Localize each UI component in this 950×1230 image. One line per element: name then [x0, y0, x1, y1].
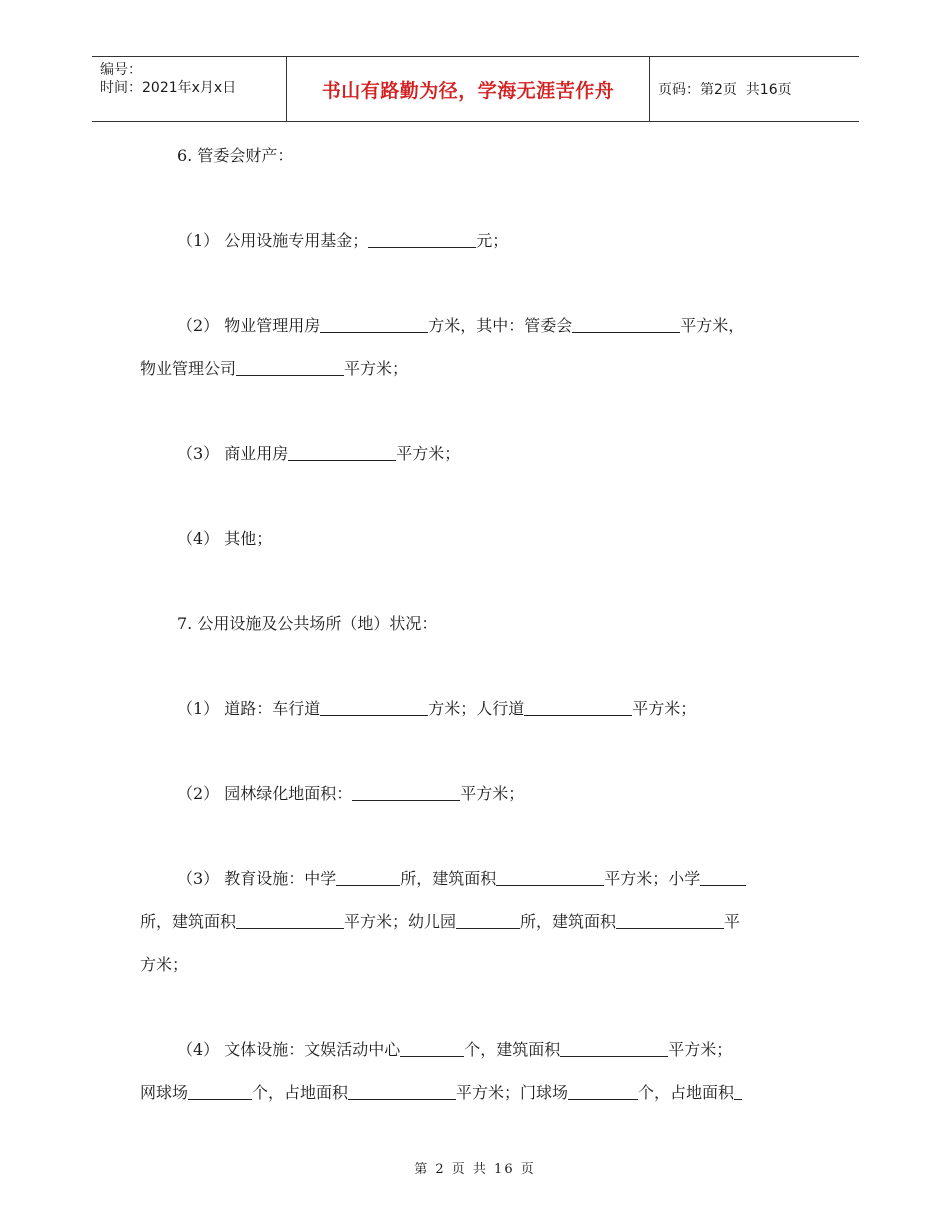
fill-blank[interactable]: [560, 1040, 668, 1057]
fill-blank[interactable]: [572, 316, 680, 333]
item-6-2-unit2: 平方米；: [344, 359, 409, 378]
item-6-4-label: （4） 其他；: [177, 529, 273, 548]
item-7-4-text3: 个，占地面积: [252, 1083, 349, 1102]
item-6-2-text: 方米，其中：管委会: [428, 316, 573, 335]
fill-blank[interactable]: [400, 1040, 464, 1057]
fill-blank[interactable]: [496, 869, 604, 886]
item-7-3-cont: [140, 912, 820, 932]
fill-blank[interactable]: [734, 1083, 742, 1100]
item-7-4-unit: 平方米；: [668, 1040, 733, 1059]
item-7-4: [177, 1040, 857, 1060]
fill-blank[interactable]: [288, 444, 396, 461]
item-7-3-text4: 平方米；幼儿园: [344, 912, 457, 931]
fill-blank[interactable]: [236, 912, 344, 929]
item-7-4-text2: 网球场: [140, 1083, 189, 1102]
doc-time-label: 时间：2021年x月x日: [100, 80, 237, 96]
fill-blank[interactable]: [524, 699, 632, 716]
header-motto: 书山有路勤为径，学海无涯苦作舟: [286, 57, 650, 121]
item-7-4-text4: 平方米；门球场: [456, 1083, 569, 1102]
fill-blank[interactable]: [456, 912, 520, 929]
section-7-title-text: 7. 公用设施及公共场所（地）状况：: [177, 614, 438, 633]
fill-blank[interactable]: [700, 869, 746, 886]
page-footer: [0, 1158, 950, 1177]
item-7-3: [177, 869, 857, 889]
item-7-3-text3: 所，建筑面积: [140, 912, 237, 931]
item-7-3-cont2: [140, 955, 820, 975]
header-page-label: 页码：第2页 共16页: [658, 82, 792, 98]
item-6-1: [177, 231, 857, 251]
item-6-1-unit: 元；: [476, 231, 509, 250]
page-header: [92, 56, 859, 122]
section-6-title: [177, 146, 857, 166]
fill-blank[interactable]: [236, 359, 344, 376]
item-7-4-text: 个，建筑面积: [464, 1040, 561, 1059]
item-6-2-cont: [140, 359, 820, 379]
item-7-1-unit: 平方米；: [632, 699, 697, 718]
fill-blank[interactable]: [568, 1083, 638, 1100]
item-7-4-label: （4） 文体设施：文娱活动中心: [177, 1040, 401, 1059]
doc-number-label: 编号：: [100, 62, 142, 78]
item-7-4-text5: 个，占地面积: [638, 1083, 735, 1102]
item-6-3-unit: 平方米；: [396, 444, 461, 463]
page-number-footer: 第 2 页 共 16 页: [414, 1162, 536, 1177]
item-7-2-label: （2） 园林绿化地面积：: [177, 784, 353, 803]
item-7-3-text6: 平: [724, 912, 741, 931]
header-meta: [92, 57, 286, 121]
item-7-3-text2: 平方米；小学: [604, 869, 701, 888]
item-6-3-label: （3） 商业用房: [177, 444, 289, 463]
item-6-2-unit: 平方米，: [680, 316, 745, 335]
fill-blank[interactable]: [348, 1083, 456, 1100]
item-7-3-label: （3） 教育设施：中学: [177, 869, 337, 888]
item-7-2-unit: 平方米；: [460, 784, 525, 803]
item-6-2: [177, 316, 857, 336]
item-6-4: [177, 529, 857, 549]
fill-blank[interactable]: [320, 699, 428, 716]
fill-blank[interactable]: [320, 316, 428, 333]
item-6-3: [177, 444, 857, 464]
item-6-1-label: （1） 公用设施专用基金；: [177, 231, 369, 250]
item-6-2-label: （2） 物业管理用房: [177, 316, 321, 335]
item-7-1-text: 方米；人行道: [428, 699, 525, 718]
item-7-2: [177, 784, 857, 804]
item-7-4-cont: [140, 1083, 820, 1103]
fill-blank[interactable]: [352, 784, 460, 801]
fill-blank[interactable]: [336, 869, 400, 886]
fill-blank[interactable]: [616, 912, 724, 929]
item-7-3-text5: 所，建筑面积: [520, 912, 617, 931]
section-6-title-text: 6. 管委会财产：: [177, 146, 294, 165]
fill-blank[interactable]: [188, 1083, 252, 1100]
item-7-3-unit: 方米；: [140, 955, 189, 974]
header-page-info: [650, 57, 859, 121]
fill-blank[interactable]: [368, 231, 476, 248]
item-7-3-text: 所，建筑面积: [400, 869, 497, 888]
section-7-title: [177, 614, 857, 634]
item-6-2-label2: 物业管理公司: [140, 359, 237, 378]
item-7-1-label: （1） 道路：车行道: [177, 699, 321, 718]
item-7-1: [177, 699, 857, 719]
